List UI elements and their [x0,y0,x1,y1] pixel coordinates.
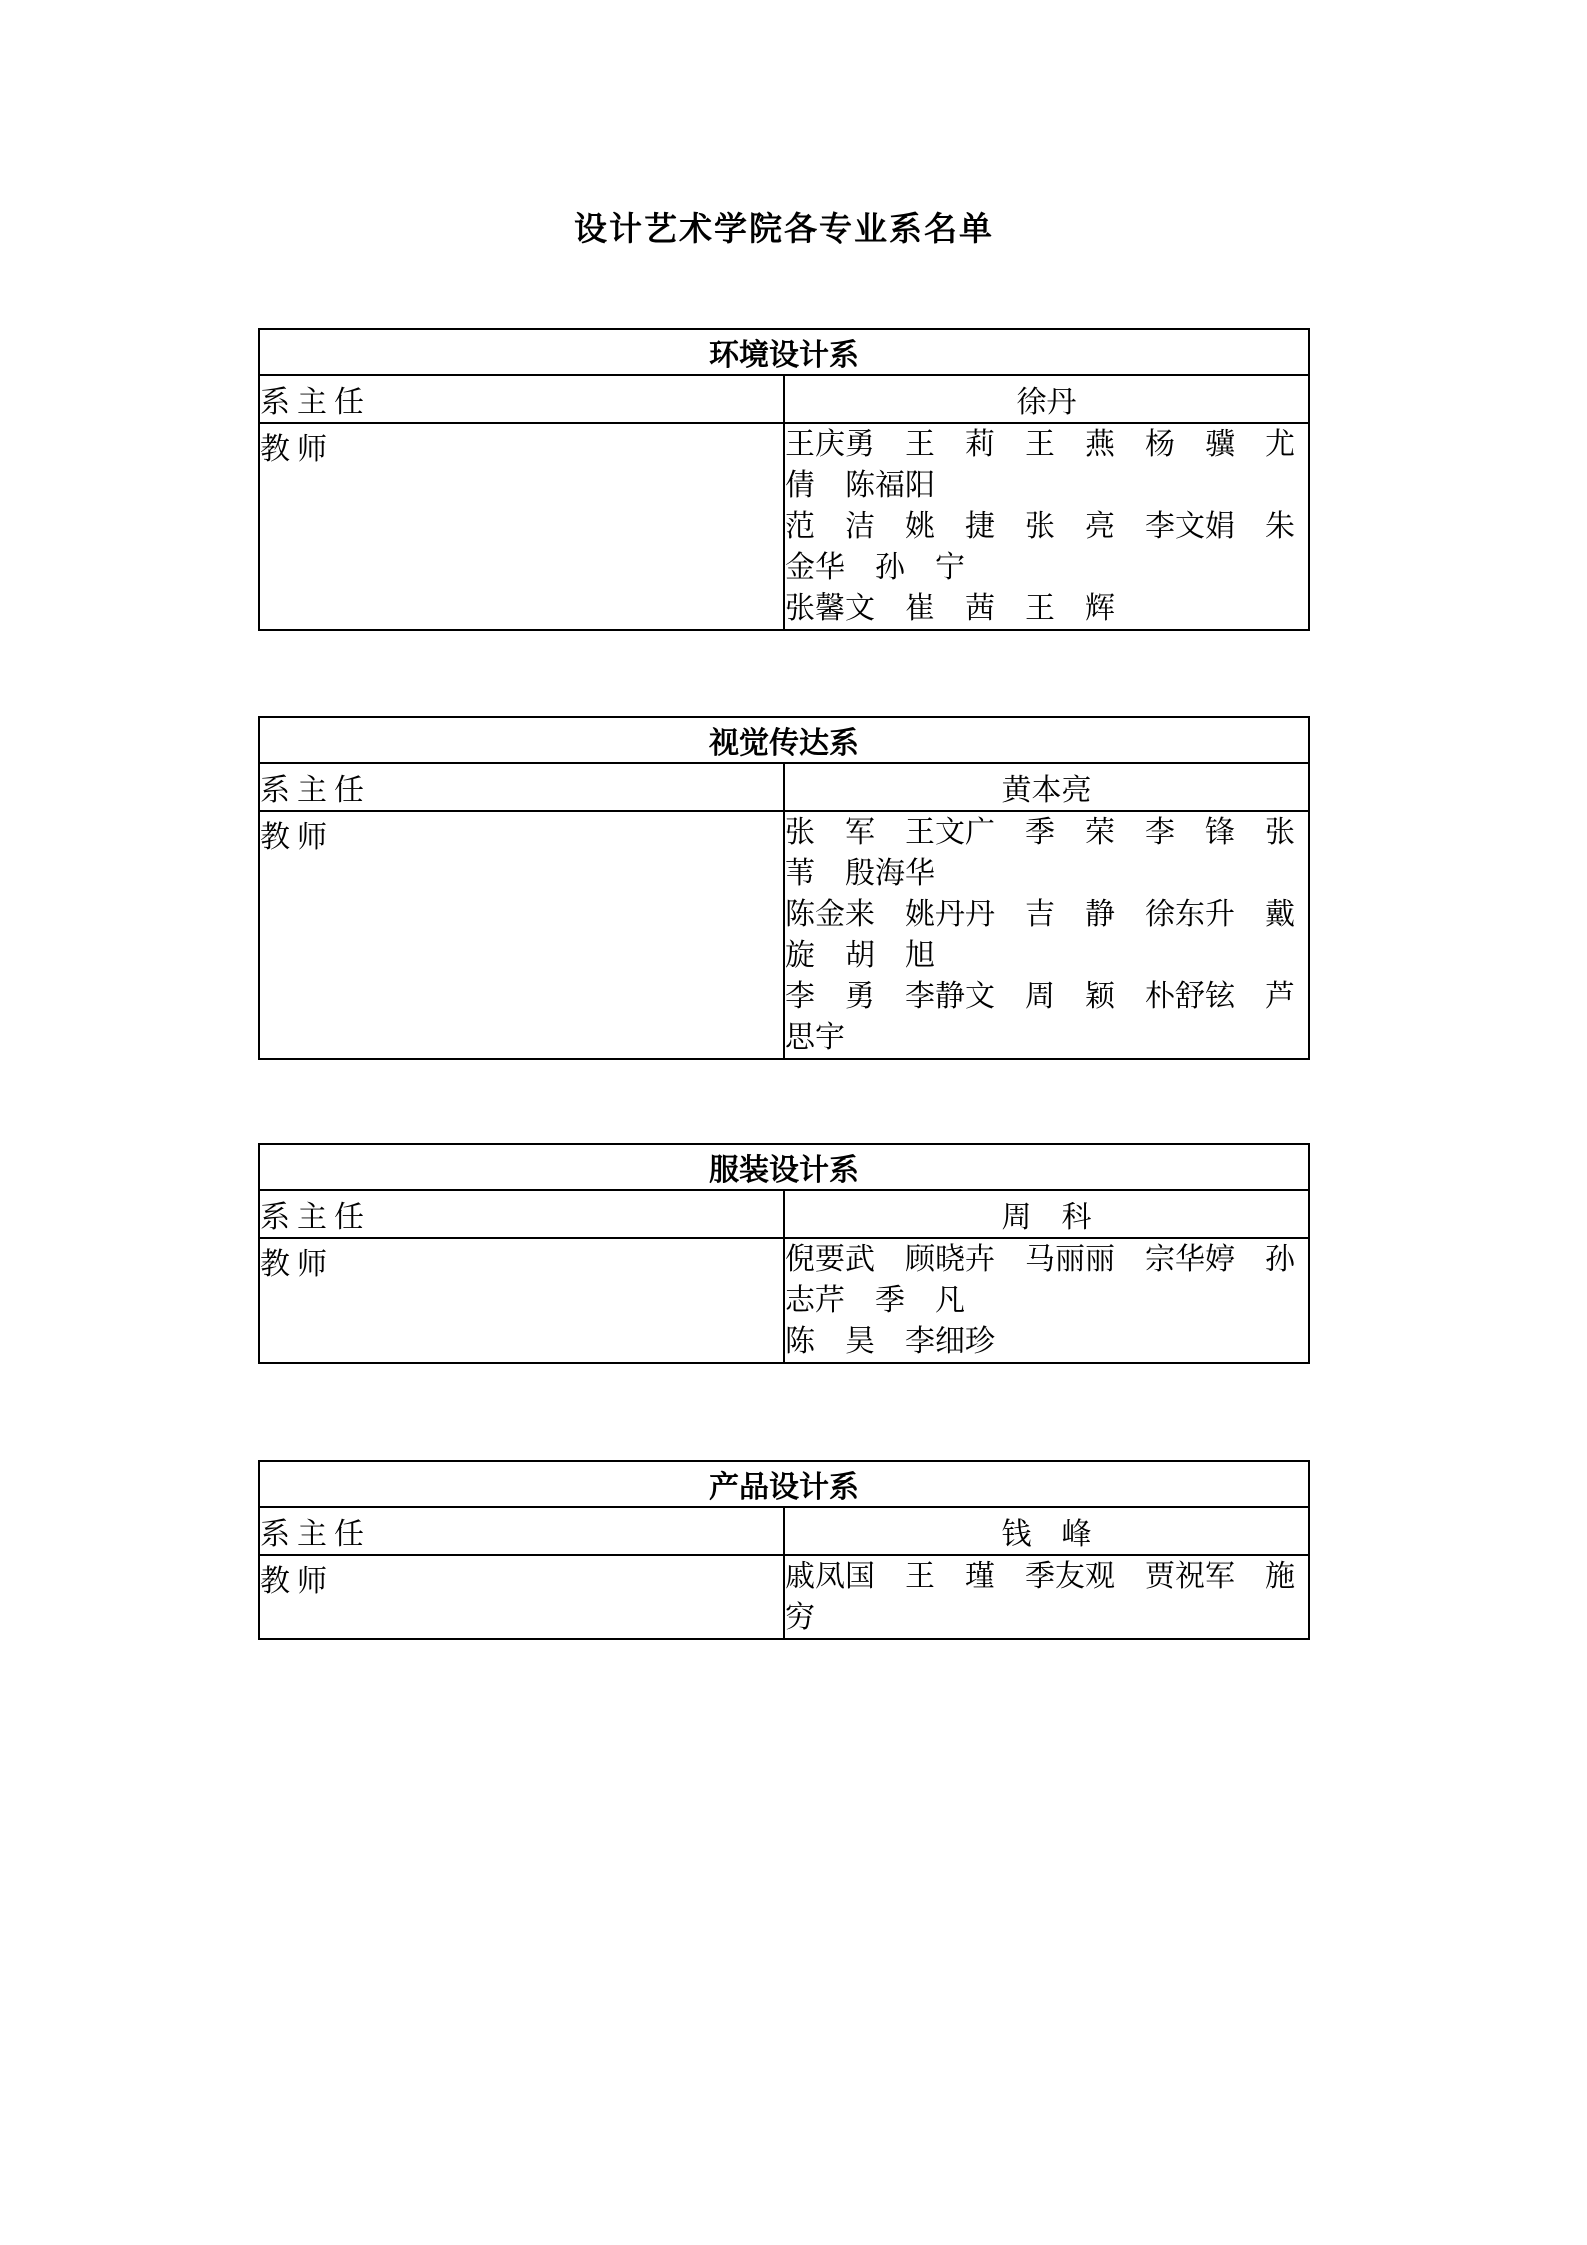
teachers-label: 教师 [259,811,784,1059]
director-label: 系主任 [259,1507,784,1555]
director-name: 钱 峰 [784,1507,1309,1555]
department-name: 服装设计系 [259,1144,1309,1190]
director-row [259,763,1309,811]
table-header-row [259,329,1309,375]
teacher-names-line: 李 勇 李静文 周 颖 朴舒铉 芦思宇 [785,980,1295,1054]
teacher-names-cell [784,1555,1325,1639]
teachers-label: 教师 [259,1238,784,1363]
teacher-names-line: 张馨文 崔 茜 王 辉 [785,592,1115,625]
director-name: 周 科 [784,1190,1309,1238]
teacher-names-line: 王庆勇 王 莉 王 燕 杨 骥 尤 倩 陈福阳 [785,428,1325,502]
page-title: 设计艺术学院各专业系名单 [574,210,994,247]
department-table-product-design [258,1460,1325,1640]
teacher-names-line: 倪要武 顾晓卉 马丽丽 宗华婷 孙志芹 季 凡 [785,1243,1295,1317]
teachers-row [259,1238,1309,1363]
teacher-names-line: 张 军 王文广 季 荣 李 锋 张 苇 殷海华 [785,816,1325,890]
department-name: 产品设计系 [259,1461,1309,1507]
director-label: 系主任 [259,763,784,811]
department-name: 视觉传达系 [259,717,1309,763]
director-name: 黄本亮 [784,763,1309,811]
director-row [259,1190,1309,1238]
teachers-label: 教师 [259,423,784,630]
teachers-label: 教师 [259,1555,784,1639]
teacher-names-cell [784,423,1325,630]
department-table-visual-communication [258,716,1325,1060]
teacher-names-line: 戚凤国 王 瑾 季友观 贾祝军 施 穷 [785,1560,1325,1634]
teachers-row [259,423,1309,630]
teacher-names-line: 陈 昊 李细珍 [785,1325,995,1358]
table-header-row [259,1461,1309,1507]
department-table-environment-design [258,328,1325,631]
teacher-names-cell [784,811,1325,1059]
department-name: 环境设计系 [259,329,1309,375]
director-row [259,375,1309,423]
teachers-row [259,811,1309,1059]
teacher-names-line: 范 洁 姚 捷 张 亮 李文娟 朱金华 孙 宁 [785,510,1295,584]
teachers-row [259,1555,1309,1639]
teacher-names-line: 陈金来 姚丹丹 吉 静 徐东升 戴 旋 胡 旭 [785,898,1325,972]
department-table-fashion-design [258,1143,1310,1364]
director-name: 徐丹 [784,375,1309,423]
director-label: 系主任 [259,1190,784,1238]
table-header-row [259,1144,1309,1190]
director-row [259,1507,1309,1555]
table-header-row [259,717,1309,763]
director-label: 系主任 [259,375,784,423]
teacher-names-cell [784,1238,1309,1363]
